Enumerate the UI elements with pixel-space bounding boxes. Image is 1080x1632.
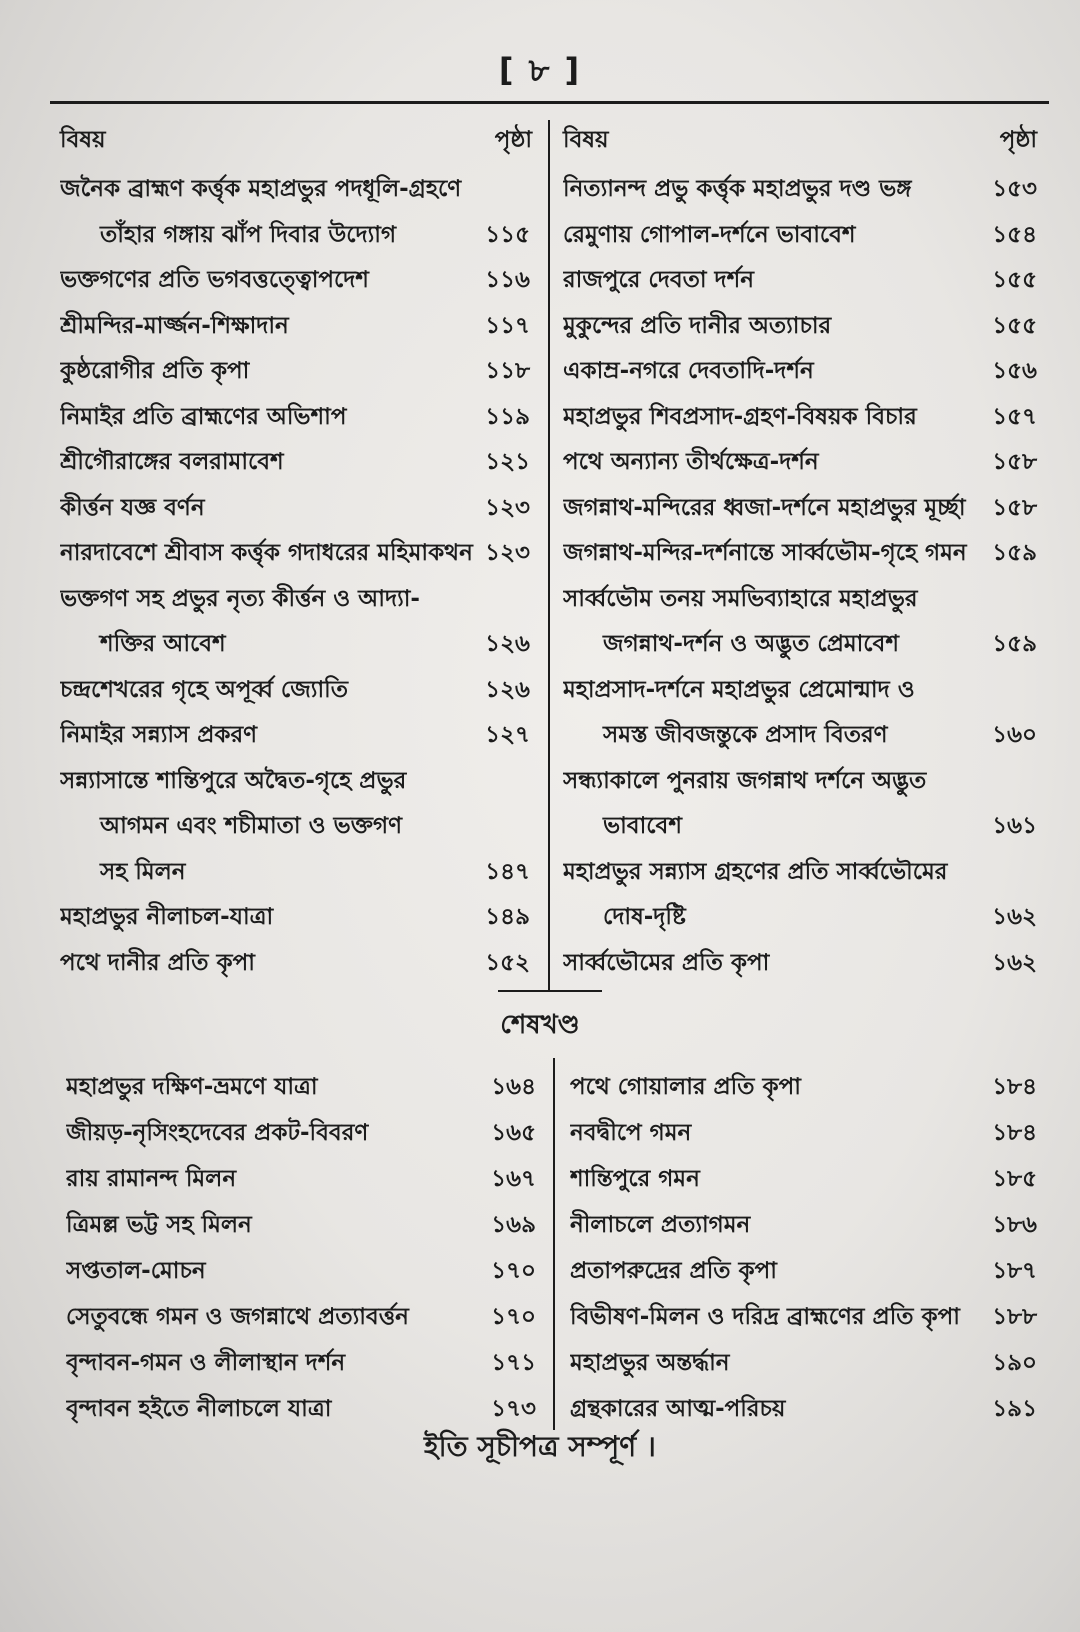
- column-header-page: পৃষ্ঠা: [494, 126, 532, 153]
- toc-bottom-left-column: [66, 1064, 536, 1433]
- toc-entry: [60, 486, 530, 532]
- toc-entry: [570, 1341, 1037, 1387]
- toc-entry: [66, 1341, 536, 1387]
- entry-line: [60, 895, 530, 941]
- entry-title: পথে দানীর প্রতি কৃপা: [60, 949, 255, 976]
- entry-line: [60, 213, 530, 259]
- toc-entry: [66, 1387, 536, 1433]
- entry-title: মুকুন্দের প্রতি দানীর অত্যাচার: [563, 312, 832, 339]
- entry-title: রেমুণায় গোপাল-দর্শনে ভাবাবেশ: [563, 221, 856, 248]
- entry-page-number: ১৫৯: [992, 540, 1037, 567]
- entry-line: [563, 349, 1037, 395]
- entry-title: রাজপুরে দেবতা দর্শন: [563, 267, 754, 294]
- entry-title: সন্ধ্যাকালে পুনরায় জগন্নাথ দর্শনে অদ্ভুত: [563, 767, 927, 794]
- toc-entry: [563, 213, 1037, 259]
- entry-line: [563, 486, 1037, 532]
- entry-line: [60, 941, 530, 987]
- entry-line: [66, 1110, 536, 1156]
- entry-page-number: ১৬৯: [491, 1211, 536, 1238]
- entry-page-number: ১২৬: [485, 631, 530, 658]
- entry-title: সমস্ত জীবজন্তুকে প্রসাদ বিতরণ: [603, 722, 888, 749]
- toc-entry: [60, 668, 530, 714]
- toc-entry: [60, 440, 530, 486]
- entry-line: [60, 804, 530, 850]
- entry-title: মহাপ্রভুর শিবপ্রসাদ-গ্রহণ-বিষয়ক বিচার: [563, 403, 917, 430]
- entry-title: শ্রীগৌরাঙ্গের বলরামাবেশ: [60, 449, 284, 476]
- entry-line: [563, 895, 1037, 941]
- entry-page-number: ১৯১: [992, 1396, 1037, 1423]
- toc-entry: [66, 1294, 536, 1340]
- column-header-left: [60, 117, 532, 163]
- entry-page-number: ১৫৩: [992, 176, 1037, 203]
- entry-page-number: ১৬৫: [491, 1119, 536, 1146]
- entry-line: [66, 1387, 536, 1433]
- entry-page-number: ১৫৫: [992, 312, 1037, 339]
- entry-line: [60, 531, 530, 577]
- entry-line: [563, 304, 1037, 350]
- toc-entry: [570, 1294, 1037, 1340]
- entry-page-number: ১৬১: [992, 813, 1037, 840]
- entry-title: নিমাইর প্রতি ব্রাহ্মণের অভিশাপ: [60, 403, 347, 430]
- entry-page-number: ১৬৪: [491, 1073, 536, 1100]
- entry-title: সেতুবন্ধে গমন ও জগন্নাথে প্রত্যাবর্ত্তন: [66, 1304, 409, 1331]
- column-header-subject: বিষয়: [563, 126, 609, 153]
- toc-entry: [66, 1110, 536, 1156]
- toc-entry: [563, 531, 1037, 577]
- entry-page-number: ১৮৫: [992, 1165, 1037, 1192]
- entry-line: [66, 1248, 536, 1294]
- entry-line: [563, 440, 1037, 486]
- toc-entry: [66, 1156, 536, 1202]
- section-rule: [498, 990, 602, 992]
- entry-page-number: ১৫৫: [992, 267, 1037, 294]
- entry-line: [60, 349, 530, 395]
- entry-title: শ্রীমন্দির-মার্জ্জন-শিক্ষাদান: [60, 312, 289, 339]
- toc-top-left-column: [60, 167, 530, 986]
- toc-entry: [563, 941, 1037, 987]
- entry-title: শক্তির আবেশ: [100, 631, 226, 658]
- entry-title: নিমাইর সন্ন্যাস প্রকরণ: [60, 722, 258, 749]
- entry-page-number: ১৫৬: [992, 358, 1037, 385]
- entry-title: প্রতাপরুদ্রের প্রতি কৃপা: [570, 1257, 777, 1284]
- entry-title: জনৈক ব্রাহ্মণ কর্ত্তৃক মহাপ্রভুর পদধূলি-গ্রহণে: [60, 176, 462, 203]
- entry-line: [563, 577, 1037, 623]
- entry-line: [563, 258, 1037, 304]
- entry-title: ভক্তগণের প্রতি ভগবত্তত্ত্বোপদেশ: [60, 267, 369, 294]
- column-divider-top: [548, 120, 550, 990]
- toc-entry: [60, 895, 530, 941]
- entry-page-number: ১৬২: [992, 949, 1037, 976]
- entry-line: [60, 759, 530, 805]
- entry-page-number: ১২৩: [485, 540, 530, 567]
- entry-line: [60, 713, 530, 759]
- entry-title: সপ্ততাল-মোচন: [66, 1257, 206, 1284]
- column-divider-bottom: [553, 1058, 555, 1430]
- entry-title: জীয়ড়-নৃসিংহদেবের প্রকট-বিবরণ: [66, 1119, 369, 1146]
- toc-entry: [60, 941, 530, 987]
- toc-entry: [570, 1064, 1037, 1110]
- entry-title: মহাপ্রভুর সন্ন্যাস গ্রহণের প্রতি সার্ব্বভৌমের: [563, 858, 948, 885]
- entry-page-number: ১৫৭: [992, 403, 1037, 430]
- toc-entry: [570, 1110, 1037, 1156]
- entry-page-number: ১২৬: [485, 676, 530, 703]
- toc-entry: [563, 759, 1037, 850]
- entry-page-number: ১৮৮: [992, 1304, 1037, 1331]
- entry-line: [60, 304, 530, 350]
- entry-line: [60, 167, 530, 213]
- toc-entry: [563, 668, 1037, 759]
- entry-title: নবদ্বীপে গমন: [570, 1119, 692, 1146]
- entry-title: রায় রামানন্দ মিলন: [66, 1165, 237, 1192]
- entry-page-number: ১৭৩: [491, 1396, 536, 1423]
- entry-line: [60, 577, 530, 623]
- entry-title: জগন্নাথ-মন্দির-দর্শনান্তে সার্ব্বভৌম-গৃহে গমন: [563, 540, 967, 567]
- entry-line: [563, 395, 1037, 441]
- toc-entry: [60, 167, 530, 258]
- entry-page-number: ১২৭: [485, 722, 530, 749]
- entry-page-number: ১২৩: [485, 494, 530, 521]
- entry-line: [66, 1064, 536, 1110]
- entry-title: নীলাচলে প্রত্যাগমন: [570, 1211, 751, 1238]
- entry-page-number: ১৪৭: [485, 858, 530, 885]
- entry-page-number: ১৯০: [992, 1350, 1037, 1377]
- entry-page-number: ১৮৪: [992, 1073, 1037, 1100]
- entry-title: কুষ্ঠরোগীর প্রতি কৃপা: [60, 358, 250, 385]
- entry-page-number: ১৮৭: [992, 1257, 1037, 1284]
- toc-entry: [563, 486, 1037, 532]
- section-title: শেষখণ্ড: [500, 1010, 580, 1040]
- entry-line: [60, 622, 530, 668]
- entry-title: দোষ-দৃষ্টি: [603, 904, 686, 931]
- entry-line: [563, 213, 1037, 259]
- entry-title: সহ মিলন: [100, 858, 186, 885]
- page-number: [ ৮ ]: [498, 51, 582, 89]
- entry-line: [60, 668, 530, 714]
- entry-title: চন্দ্রশেখরের গৃহে অপূর্ব্ব জ্যোতি: [60, 676, 348, 703]
- entry-title: নিত্যানন্দ প্রভু কর্ত্তৃক মহাপ্রভুর দণ্ড ভঙ্গ: [563, 176, 912, 203]
- entry-title: ত্রিমল্ল ভট্ট সহ মিলন: [66, 1211, 252, 1238]
- entry-line: [563, 850, 1037, 896]
- entry-title: মহাপ্রভুর দক্ষিণ-ভ্রমণে যাত্রা: [66, 1073, 318, 1100]
- toc-entry: [60, 258, 530, 304]
- toc-entry: [570, 1156, 1037, 1202]
- entry-page-number: ১৬০: [992, 722, 1037, 749]
- entry-line: [570, 1156, 1037, 1202]
- toc-entry: [563, 577, 1037, 668]
- entry-line: [563, 622, 1037, 668]
- entry-page-number: ১৮৬: [992, 1211, 1037, 1238]
- entry-title: পথে অন্যান্য তীর্থক্ষেত্র-দর্শন: [563, 449, 819, 476]
- entry-title: পথে গোয়ালার প্রতি কৃপা: [570, 1073, 801, 1100]
- entry-title: জগন্নাথ-মন্দিরের ধ্বজা-দর্শনে মহাপ্রভুর মূর্চ্ছা: [563, 494, 966, 521]
- entry-title: তাঁহার গঙ্গায় ঝাঁপ দিবার উদ্যোগ: [100, 221, 397, 248]
- toc-entry: [563, 440, 1037, 486]
- entry-page-number: ১১৬: [485, 267, 530, 294]
- entry-line: [570, 1294, 1037, 1340]
- entry-line: [570, 1341, 1037, 1387]
- entry-title: জগন্নাথ-দর্শন ও অদ্ভুত প্রেমাবেশ: [603, 631, 899, 658]
- entry-title: কীর্ত্তন যজ্ঞ বর্ণন: [60, 494, 205, 521]
- entry-line: [60, 440, 530, 486]
- entry-page-number: ১৫৯: [992, 631, 1037, 658]
- toc-entry: [66, 1202, 536, 1248]
- entry-page-number: ১৫৮: [992, 449, 1037, 476]
- entry-line: [563, 941, 1037, 987]
- entry-page-number: ১৪৯: [485, 904, 530, 931]
- toc-entry: [563, 395, 1037, 441]
- entry-page-number: ১১৭: [485, 312, 530, 339]
- entry-line: [60, 486, 530, 532]
- entry-title: গ্রন্থকারের আত্ম-পরিচয়: [570, 1396, 786, 1423]
- entry-page-number: ১৫২: [485, 949, 530, 976]
- entry-line: [60, 395, 530, 441]
- entry-title: সার্ব্বভৌম তনয় সমভিব্যাহারে মহাপ্রভুর: [563, 585, 918, 612]
- entry-page-number: ১৮৪: [992, 1119, 1037, 1146]
- toc-entry: [66, 1064, 536, 1110]
- entry-line: [563, 804, 1037, 850]
- toc-entry: [60, 531, 530, 577]
- toc-entry: [563, 167, 1037, 213]
- toc-entry: [60, 577, 530, 668]
- entry-page-number: ১১৮: [485, 358, 530, 385]
- entry-line: [563, 531, 1037, 577]
- entry-title: সার্ব্বভৌমের প্রতি কৃপা: [563, 949, 770, 976]
- toc-entry: [563, 850, 1037, 941]
- entry-line: [563, 713, 1037, 759]
- entry-title: বৃন্দাবন হইতে নীলাচলে যাত্রা: [66, 1396, 332, 1423]
- entry-title: শান্তিপুরে গমন: [570, 1165, 700, 1192]
- entry-title: একাম্র-নগরে দেবতাদি-দর্শন: [563, 358, 814, 385]
- top-rule: [50, 101, 1049, 104]
- toc-entry: [66, 1248, 536, 1294]
- entry-title: বিভীষণ-মিলন ও দরিদ্র ব্রাহ্মণের প্রতি কৃপা: [570, 1304, 960, 1331]
- entry-line: [563, 668, 1037, 714]
- entry-page-number: ১১৯: [485, 403, 530, 430]
- entry-title: মহাপ্রভুর অন্তর্দ্ধান: [570, 1350, 730, 1377]
- entry-line: [570, 1064, 1037, 1110]
- entry-page-number: ১৭১: [491, 1350, 536, 1377]
- entry-title: মহাপ্রসাদ-দর্শনে মহাপ্রভুর প্রেমোন্মাদ ও: [563, 676, 915, 703]
- entry-line: [66, 1202, 536, 1248]
- toc-entry: [60, 349, 530, 395]
- toc-bottom-right-column: [570, 1064, 1037, 1433]
- toc-entry: [563, 258, 1037, 304]
- toc-entry: [570, 1202, 1037, 1248]
- entry-title: ভাবাবেশ: [603, 813, 682, 840]
- entry-page-number: ১৭০: [491, 1257, 536, 1284]
- entry-page-number: ১২১: [485, 449, 530, 476]
- toc-entry: [60, 395, 530, 441]
- entry-title: মহাপ্রভুর নীলাচল-যাত্রা: [60, 904, 274, 931]
- entry-page-number: ১৫৮: [992, 494, 1037, 521]
- column-header-page: পৃষ্ঠা: [999, 126, 1037, 153]
- toc-entry: [60, 304, 530, 350]
- toc-entry: [570, 1248, 1037, 1294]
- entry-page-number: ১৬৭: [491, 1165, 536, 1192]
- entry-title: ভক্তগণ সহ প্রভুর নৃত্য কীর্ত্তন ও আদ্যা-: [60, 585, 420, 612]
- column-header-right: [563, 117, 1037, 163]
- entry-line: [570, 1110, 1037, 1156]
- entry-page-number: ১৭০: [491, 1304, 536, 1331]
- toc-entry: [570, 1387, 1037, 1433]
- entry-line: [563, 759, 1037, 805]
- entry-line: [60, 850, 530, 896]
- toc-entry: [60, 759, 530, 896]
- index-end-note: ইতি সূচীপত্র সম্পূর্ণ ।: [424, 1430, 656, 1463]
- entry-line: [570, 1202, 1037, 1248]
- entry-line: [563, 167, 1037, 213]
- entry-line: [66, 1341, 536, 1387]
- entry-line: [570, 1387, 1037, 1433]
- entry-page-number: ১১৫: [485, 221, 530, 248]
- entry-line: [66, 1294, 536, 1340]
- entry-page-number: ১৫৪: [992, 221, 1037, 248]
- toc-top-right-column: [563, 167, 1037, 986]
- entry-line: [60, 258, 530, 304]
- entry-title: সন্ন্যাসান্তে শান্তিপুরে অদ্বৈত-গৃহে প্রভুর: [60, 767, 407, 794]
- entry-title: আগমন এবং শচীমাতা ও ভক্তগণ: [100, 813, 402, 840]
- entry-title: নারদাবেশে শ্রীবাস কর্ত্তৃক গদাধরের মহিমাকথন: [60, 540, 473, 567]
- column-header-subject: বিষয়: [60, 126, 106, 153]
- entry-line: [66, 1156, 536, 1202]
- toc-entry: [60, 713, 530, 759]
- entry-title: বৃন্দাবন-গমন ও লীলাস্থান দর্শন: [66, 1350, 346, 1377]
- entry-line: [570, 1248, 1037, 1294]
- toc-entry: [563, 349, 1037, 395]
- entry-page-number: ১৬২: [992, 904, 1037, 931]
- toc-entry: [563, 304, 1037, 350]
